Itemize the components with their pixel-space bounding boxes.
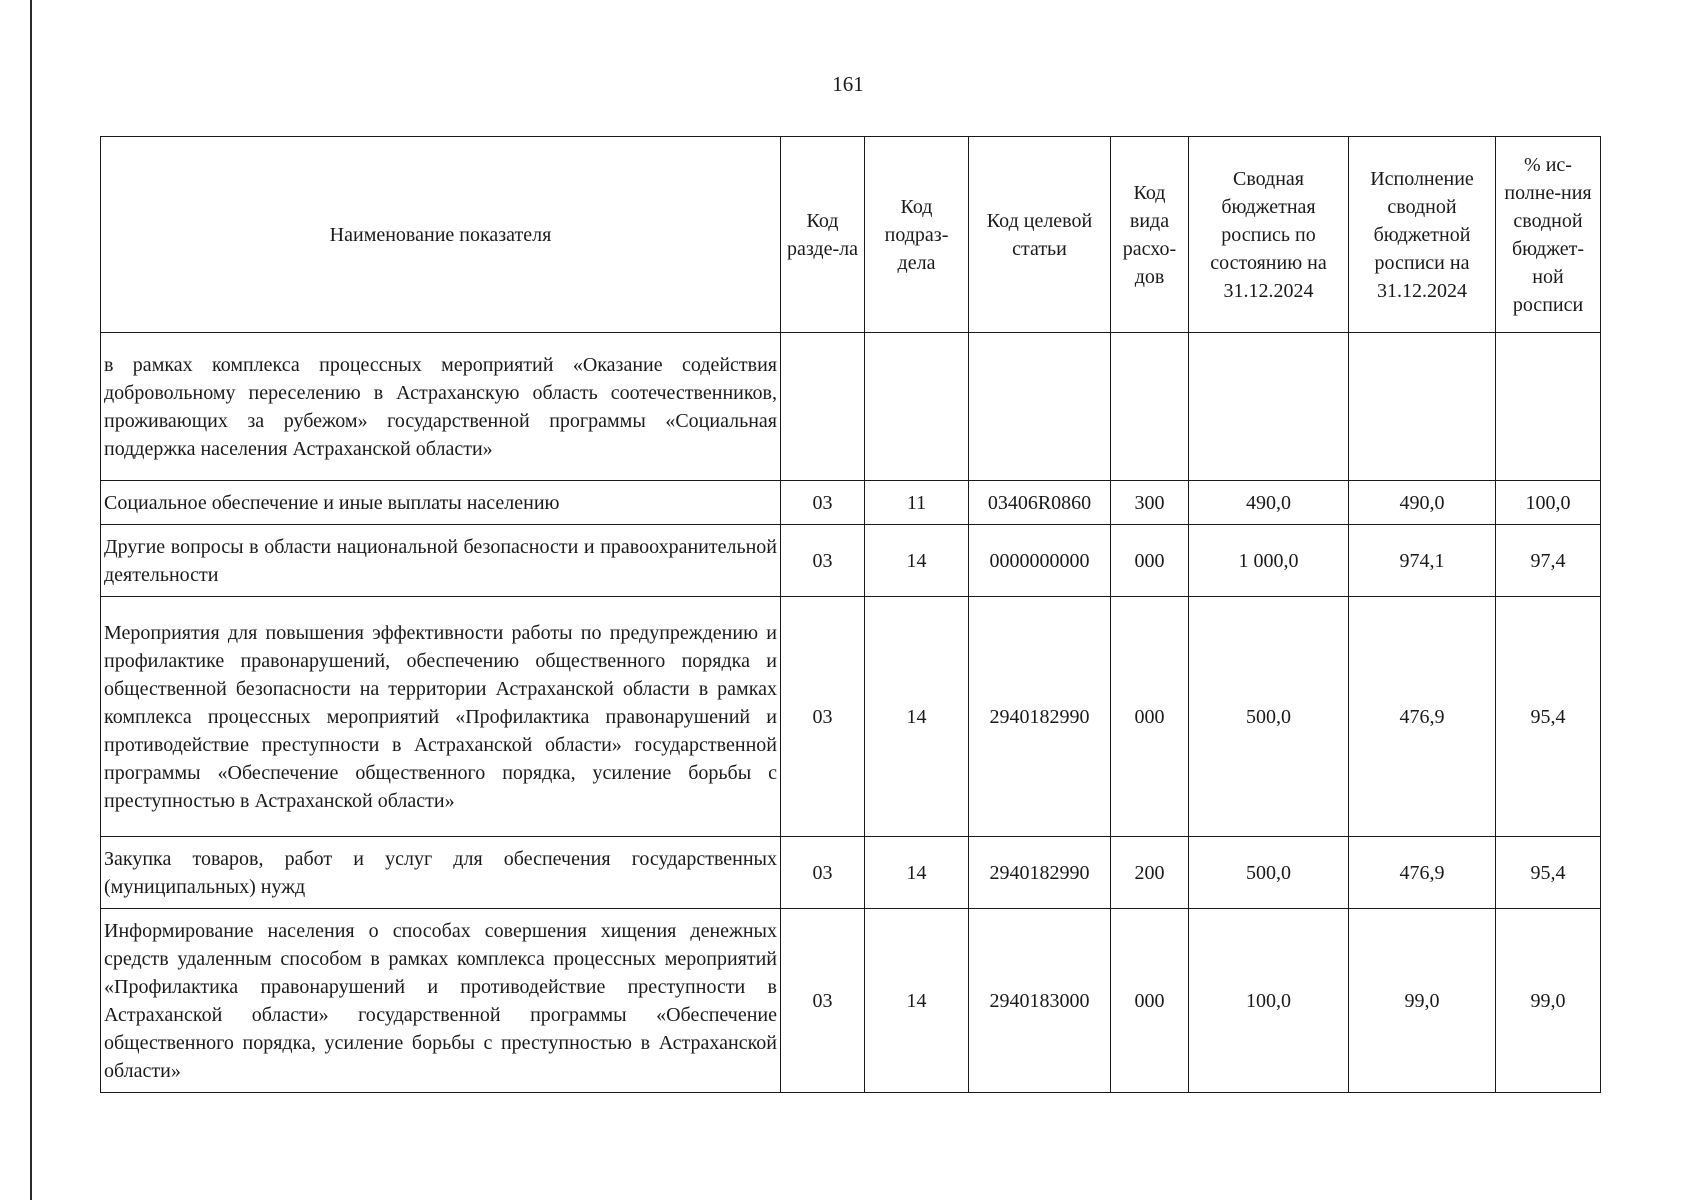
row-razdel <box>781 333 865 481</box>
row-tselevaya: 0000000000 <box>969 525 1111 597</box>
table-row <box>101 481 1601 525</box>
row-name: Закупка товаров, работ и услуг для обеспечения государственных (муниципальных) нужд <box>101 837 781 909</box>
row-vid <box>1111 333 1189 481</box>
row-name: Информирование населения о способах совершения хищения денежных средств удаленным способом в рамках комплекса процессных мероприятий «Профилактика правонарушений и противодействие преступности в Астраханской области» государственной программы «Обеспечение общественного порядка, усиление борьбы с преступностью в Астраханской области» <box>101 909 781 1093</box>
row-podrazdel: 14 <box>865 837 969 909</box>
row-razdel: 03 <box>781 481 865 525</box>
row-plan: 100,0 <box>1189 909 1349 1093</box>
header-name: Наименование показателя <box>101 137 781 333</box>
page-number: 161 <box>832 72 864 96</box>
row-plan: 490,0 <box>1189 481 1349 525</box>
budget-table <box>100 136 1601 1093</box>
row-name: Мероприятия для повышения эффективности работы по предупреждению и профилактике правонарушений, обеспечению общественного порядка и общественной безопасности на территории Астраханской области в рамках комплекса процессных мероприятий «Профилактика правонарушений и противодействие преступности в Астраханской области» государственной программы «Обеспечение общественного порядка, усиление борьбы с преступностью в Астраханской области» <box>101 597 781 837</box>
row-ispolnenie: 99,0 <box>1349 909 1496 1093</box>
row-percent: 99,0 <box>1496 909 1601 1093</box>
row-ispolnenie: 490,0 <box>1349 481 1496 525</box>
row-plan <box>1189 333 1349 481</box>
row-name: Социальное обеспечение и иные выплаты населению <box>101 481 781 525</box>
row-name: Другие вопросы в области национальной безопасности и правоохранительной деятельности <box>101 525 781 597</box>
row-ispolnenie: 476,9 <box>1349 597 1496 837</box>
row-podrazdel: 14 <box>865 597 969 837</box>
header-plan: Сводная бюджетная роспись по состоянию на 31.12.2024 <box>1189 137 1349 333</box>
row-podrazdel: 14 <box>865 909 969 1093</box>
row-vid: 000 <box>1111 597 1189 837</box>
row-tselevaya: 2940182990 <box>969 837 1111 909</box>
table-row <box>101 909 1601 1093</box>
row-ispolnenie: 476,9 <box>1349 837 1496 909</box>
row-razdel: 03 <box>781 909 865 1093</box>
table-row <box>101 525 1601 597</box>
row-vid: 000 <box>1111 525 1189 597</box>
row-tselevaya: 2940182990 <box>969 597 1111 837</box>
row-tselevaya: 2940183000 <box>969 909 1111 1093</box>
row-tselevaya: 03406R0860 <box>969 481 1111 525</box>
row-percent: 95,4 <box>1496 837 1601 909</box>
row-podrazdel: 11 <box>865 481 969 525</box>
row-razdel: 03 <box>781 837 865 909</box>
table-row <box>101 333 1601 481</box>
table-row <box>101 837 1601 909</box>
row-percent: 95,4 <box>1496 597 1601 837</box>
row-razdel: 03 <box>781 525 865 597</box>
row-ispolnenie <box>1349 333 1496 481</box>
header-tselevaya: Код целевой статьи <box>969 137 1111 333</box>
table-header-row <box>101 137 1601 333</box>
table-row <box>101 597 1601 837</box>
row-vid: 200 <box>1111 837 1189 909</box>
header-podrazdel: Код подраз-дела <box>865 137 969 333</box>
row-percent: 97,4 <box>1496 525 1601 597</box>
row-percent <box>1496 333 1601 481</box>
row-name: в рамках комплекса процессных мероприятий «Оказание содействия добровольному переселению в Астраханскую область соотечественников, проживающих за рубежом» государственной программы «Социальная поддержка населения Астраханской области» <box>101 333 781 481</box>
row-razdel: 03 <box>781 597 865 837</box>
row-tselevaya <box>969 333 1111 481</box>
header-ispolnenie: Исполнение сводной бюджетной росписи на 31.12.2024 <box>1349 137 1496 333</box>
row-plan: 500,0 <box>1189 837 1349 909</box>
row-podrazdel <box>865 333 969 481</box>
page-binding-line <box>30 0 32 1200</box>
header-vid: Код вида расхо-дов <box>1111 137 1189 333</box>
row-plan: 500,0 <box>1189 597 1349 837</box>
row-percent: 100,0 <box>1496 481 1601 525</box>
row-plan: 1 000,0 <box>1189 525 1349 597</box>
row-vid: 300 <box>1111 481 1189 525</box>
row-ispolnenie: 974,1 <box>1349 525 1496 597</box>
row-podrazdel: 14 <box>865 525 969 597</box>
row-vid: 000 <box>1111 909 1189 1093</box>
header-percent: % ис-полне-ния сводной бюджет-ной росписи <box>1496 137 1601 333</box>
header-razdel: Код разде-ла <box>781 137 865 333</box>
